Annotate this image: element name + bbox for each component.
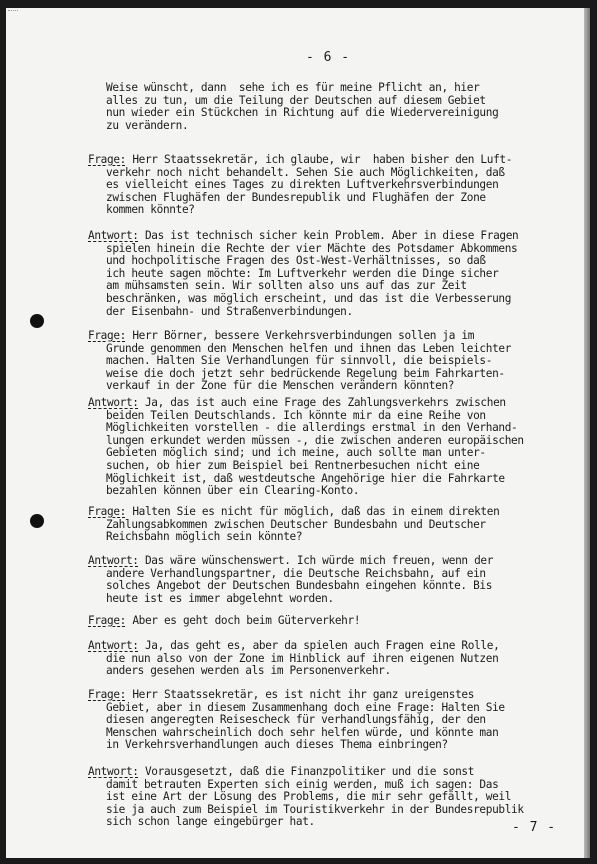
question-block	[88, 154, 583, 217]
text-line	[88, 555, 583, 568]
text-line: weise die doch jetzt sehr bedrückende Regelung beim Fahrkarten-	[106, 366, 505, 380]
text-line: Möglichkeit ist, daß westdeutsche Angehörige hier die Fahrkarte	[106, 471, 505, 485]
text-line: es vielleicht eines Tages zu direkten Luftverkehrsverbindungen	[106, 178, 499, 192]
text-line: machen. Halten Sie Verhandlungen für sinnvoll, die beispiels-	[106, 354, 493, 368]
speaker-label: Frage:	[88, 688, 126, 701]
page-edge-shadow	[584, 8, 590, 858]
speaker-label: Frage:	[88, 505, 126, 518]
speaker-label: Frage:	[88, 614, 126, 627]
line-text: Herr Staatssekretär, ich glaube, wir haben bisher den Luft-	[125, 153, 513, 166]
text-line: Möglichkeiten vorstellen - die allerdings erstmal in den Verhand-	[106, 421, 518, 435]
text-line: spielen hinein die Rechte der vier Mächte des Potsdamer Abkommens	[106, 241, 518, 255]
answer-block	[88, 555, 583, 605]
text-line	[88, 689, 583, 702]
text-line: damit betrauten Experten sich einig werden, muß ich sagen: Das	[106, 777, 499, 791]
text-line: alles zu tun, um die Teilung der Deutschen auf diesem Gebiet	[106, 93, 486, 107]
text-line: sie ja auch zum Beispiel im Touristikverkehr in der Bundesrepublik	[106, 802, 524, 816]
text-line: Menschen wahrscheinlich doch sehr helfen würde, und könnte man	[106, 725, 499, 739]
text-line: der Eisenbahn- und Straßenverbindungen.	[106, 304, 353, 318]
text-line: die nun also von der Zone im Hinblick auf ihren eigenen Nutzen	[106, 651, 499, 665]
text-line: bezahlen können über ein Clearing-Konto.	[106, 484, 360, 498]
text-line: zwischen Flughäfen der Bundesrepublik und Flughäfen der Zone	[106, 190, 486, 204]
speaker-label: Antwort:	[88, 765, 139, 778]
text-line: zu verändern.	[106, 118, 189, 132]
line-text: Das ist technisch sicher kein Problem. Aber in diese Fragen	[138, 229, 519, 242]
text-line: nun wieder ein Stückchen in Richtung auf die Wiedervereinigung	[106, 106, 499, 120]
text-line: ich heute sagen möchte: Im Luftverkehr werden die Dinge sicher	[106, 266, 499, 280]
punch-hole-upper	[30, 314, 44, 328]
question-block	[88, 330, 583, 393]
text-line: lungen erkundet werden müssen -, die zwischen anderen europäischen	[106, 433, 524, 447]
text-line: verkauf in der Zone für die Menschen verändern könnten?	[106, 379, 455, 393]
text-line: suchen, ob hier zum Beispiel bei Rentnerbesuchen nicht eine	[106, 458, 480, 472]
line-text: Aber es geht doch beim Güterverkehr!	[125, 614, 361, 627]
speaker-label: Antwort:	[88, 229, 139, 242]
speaker-label: Antwort:	[88, 639, 139, 652]
line-text: Vorausgesetzt, daß die Finanzpolitiker und die sonst	[138, 765, 475, 778]
speaker-label: Frage:	[88, 329, 126, 342]
speaker-label: Antwort:	[88, 554, 139, 567]
corner-mark	[8, 10, 18, 17]
question-block	[88, 689, 583, 752]
document-page	[6, 8, 590, 858]
text-line: beschränken, was möglich erscheint, und das ist die Verbesserung	[106, 291, 512, 305]
text-line	[88, 330, 583, 343]
text-line	[88, 615, 583, 628]
text-line: ist eine Art der Lösung des Problems, die mir sehr gefällt, weil	[106, 790, 512, 804]
text-line: beiden Teilen Deutschlands. Ich könnte mir da eine Reihe von	[106, 408, 486, 422]
text-line: andere Verhandlungspartner, die Deutsche Reichsbahn, auf ein	[106, 566, 486, 580]
punch-hole-lower	[30, 514, 44, 528]
text-line: in Verkehrsverhandlungen auch dieses Thema einbringen?	[106, 738, 448, 752]
answer-block	[88, 640, 583, 678]
answer-block	[88, 766, 583, 829]
line-text: Ja, das geht es, aber da spielen auch Fragen eine Rolle,	[138, 639, 500, 652]
paragraph-block	[88, 82, 583, 132]
line-text: Herr Börner, bessere Verkehrsverbindungen sollen ja im	[125, 329, 475, 342]
line-text: Ja, das ist auch eine Frage des Zahlungsverkehrs zwischen	[138, 396, 506, 409]
question-block	[88, 615, 583, 628]
text-line: Gebieten möglich sind; und ich meine, auch sollte man unter-	[106, 446, 486, 460]
page-number-top: - 6 -	[306, 50, 351, 65]
answer-block	[88, 230, 583, 318]
text-line	[88, 230, 583, 243]
line-text: Das wäre wünschenswert. Ich würde mich freuen, wenn der	[138, 554, 494, 567]
question-block	[88, 506, 583, 544]
text-line: solches Angebot der Deutschen Bundesbahn eingehen könnte. Bis	[106, 579, 493, 593]
text-line: diesen angeregten Reisescheck für verhandlungsfähig, der den	[106, 713, 486, 727]
answer-block	[88, 397, 583, 498]
text-line: anders gesehen werden als im Personenverkehr.	[106, 664, 391, 678]
text-line: am mühsamsten sein. Wir sollten also uns auf das zur Zeit	[106, 279, 467, 293]
text-line: Grunde genommen den Menschen helfen und ihnen das Leben leichter	[106, 341, 512, 355]
text-line: und hochpolitische Fragen des Ost-West-Verhältnisses, so daß	[106, 254, 486, 268]
text-line: sich schon lange eingebürger hat.	[106, 815, 315, 829]
text-line	[88, 640, 583, 653]
text-line: kommen könnte?	[106, 203, 195, 217]
line-text: Herr Staatssekretär, es ist nicht ihr ganz ureigenstes	[125, 688, 475, 701]
text-line: Weise wünscht, dann sehe ich es für meine Pflicht an, hier	[106, 81, 480, 94]
text-line	[88, 766, 583, 779]
text-line: Gebiet, aber in diesem Zusammenhang doch eine Frage: Halten Sie	[106, 700, 505, 714]
text-line: Reichsbahn möglich sein könnte?	[106, 530, 303, 544]
page-number-bottom: - 7 -	[512, 820, 557, 835]
speaker-label: Antwort:	[88, 396, 139, 409]
text-line	[88, 506, 583, 519]
text-line: verkehr noch nicht behandelt. Sehen Sie auch Möglichkeiten, daß	[106, 165, 505, 179]
speaker-label: Frage:	[88, 153, 126, 166]
text-line	[88, 397, 583, 410]
text-line: Zahlungsabkommen zwischen Deutscher Bundesbahn und Deutscher	[106, 517, 486, 531]
text-line: heute ist es immer abgelehnt worden.	[106, 591, 334, 605]
line-text: Halten Sie es nicht für möglich, daß das in einem direkten	[125, 505, 500, 518]
text-line	[88, 154, 583, 167]
